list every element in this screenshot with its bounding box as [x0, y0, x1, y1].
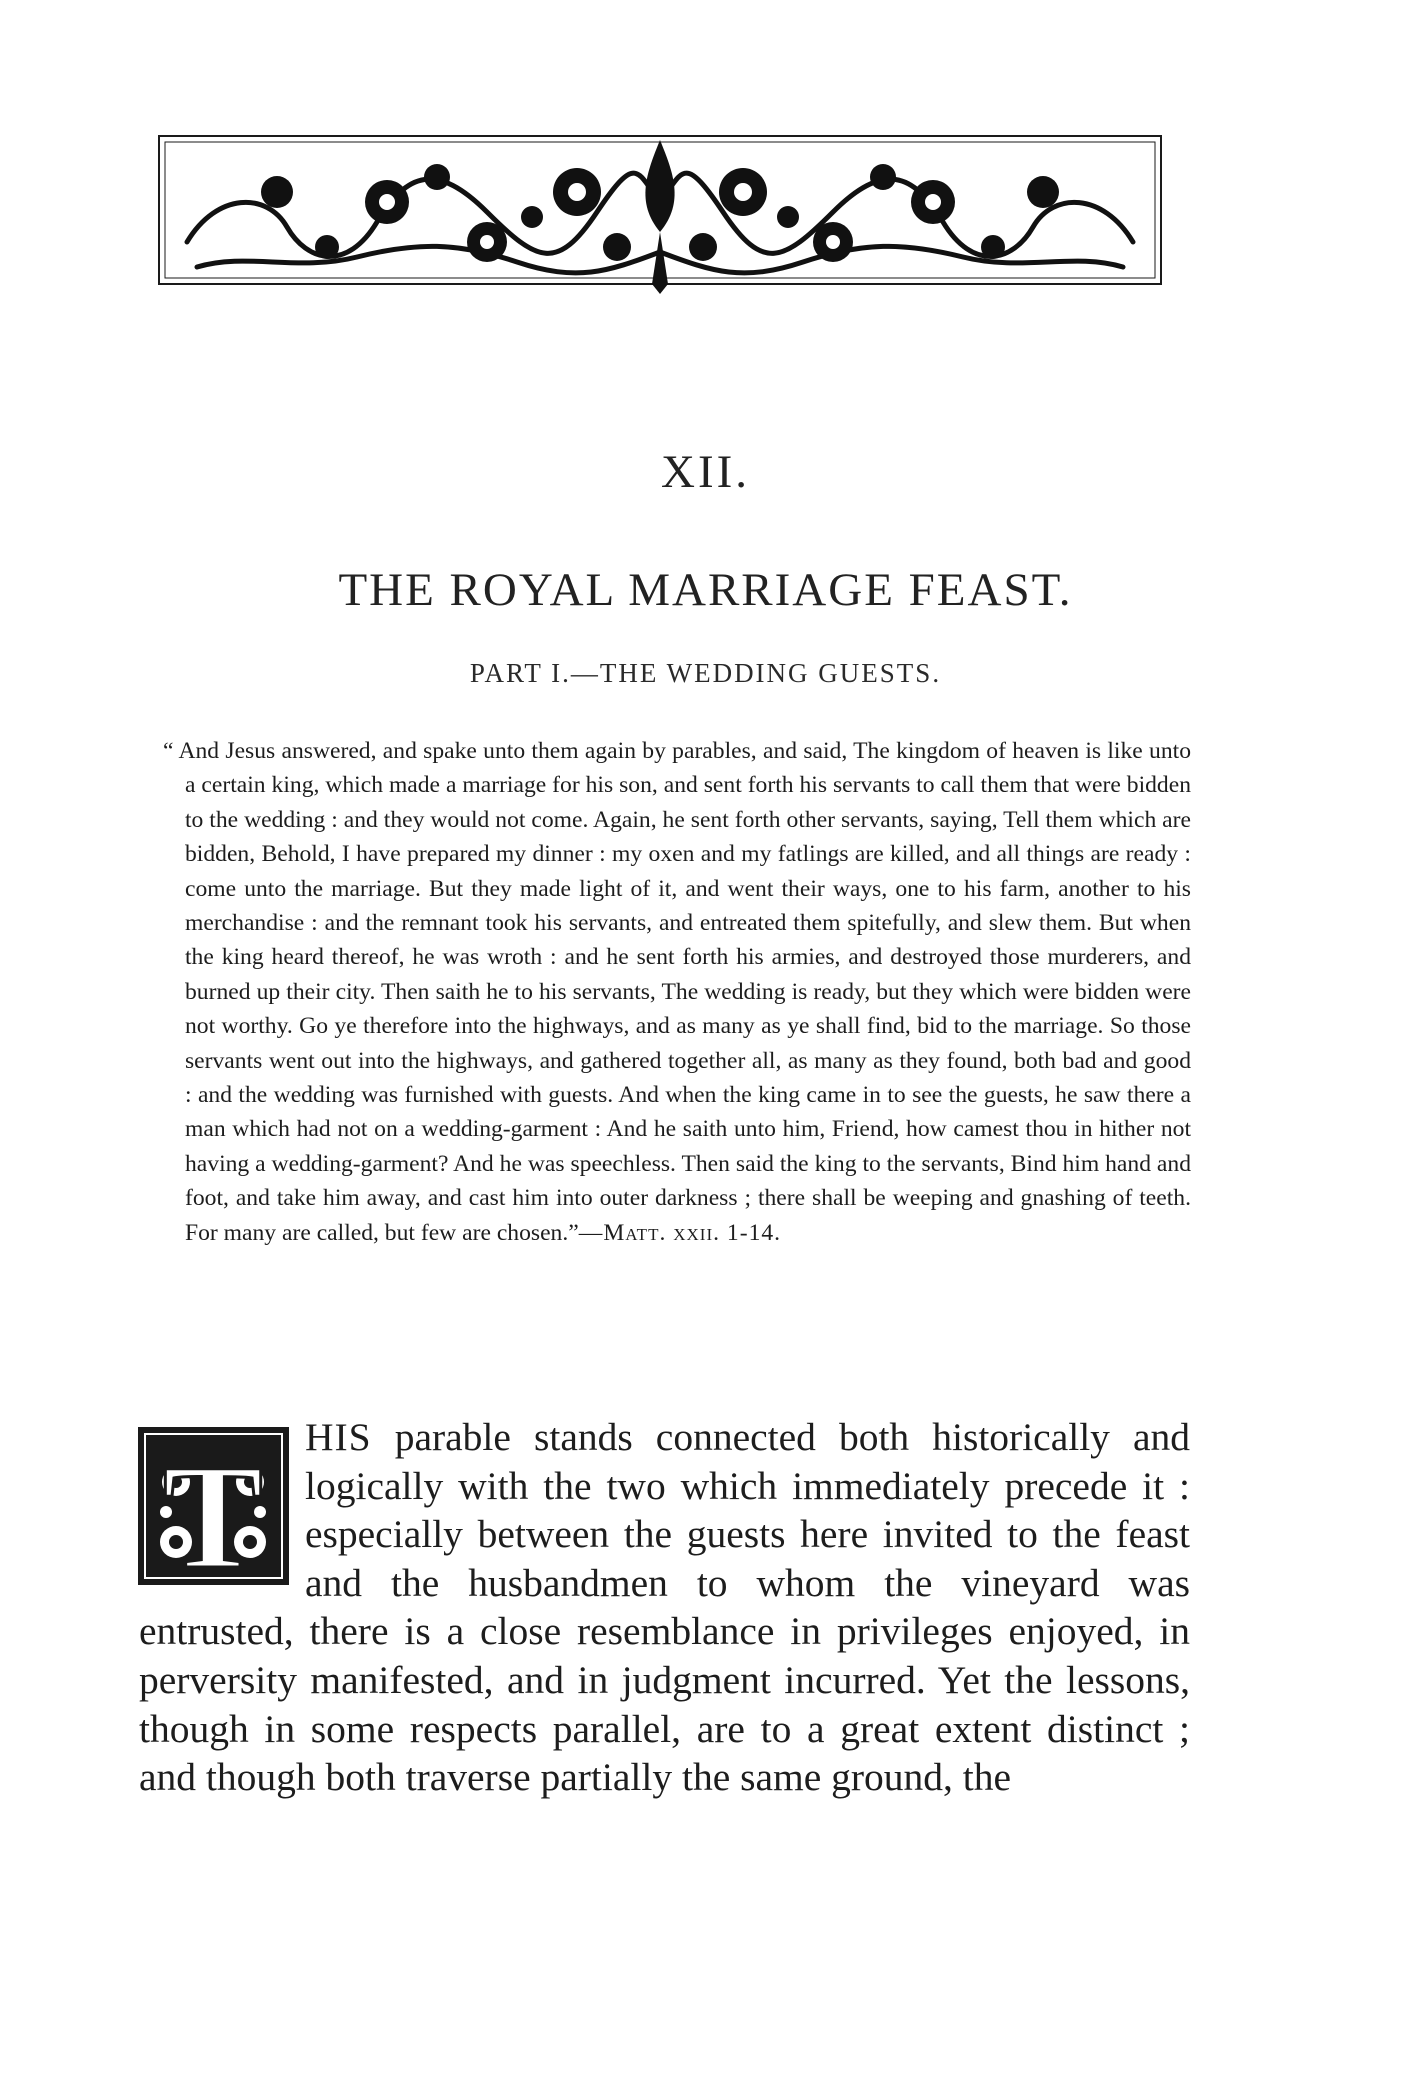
epigraph-paragraph [163, 734, 1191, 1250]
body-text: parable stands connected both historically and logically with the two which immediately precede it : especially between the guests here invited to the feast and the husbandmen to whom the vineyard was entrusted, there is a close resemblance in privileges enjoyed, in perversity manifested, and in judgment incurred. Yet the lessons, though in some respects parallel, are to a great extent distinct ; and though both traverse partially the same ground, the [139, 1415, 1191, 1800]
epigraph-text: “ And Jesus answered, and spake unto them again by parables, and said, The kingdom of heaven is like unto a certain king, which made a marriage for his son, and sent forth his servants to call them that were bidden to the wedding : and they would not come. Again, he sent forth other servants, saying, Tell them which are bidden, Behold, I have prepared my dinner : my oxen and my fatlings are killed, and all things are ready : come unto the marriage. But they made light of it, and went their ways, one to his farm, another to his merchandise : and the remnant took his servants, and entreated them spitefully, and slew them. But when the king heard thereof, he was wroth : and he sent forth his armies, and destroyed those murderers, and burned up their city. Then saith he to his servants, The wedding is ready, but they which were bidden were not worthy. Go ye therefore into the highways, and as many as ye shall find, bid to the marriage. So those servants went out into the highways, and gathered together all, as many as they found, both bad and good : and the wedding was furnished with guests. And when the king came in to see the guests, he saw there a man which had not on a wedding-garment : And he saith unto him, Friend, how camest thou in hither not having a wedding-garment? And he was speechless. Then said the king to the servants, Bind him hand and foot, and take him away, and cast him into outer darkness ; there shall be weeping and gnashing of teeth. For many are called, but few are chosen.” [163, 738, 1191, 1246]
headpiece-svg [157, 132, 1163, 294]
chapter-number: XII. [661, 446, 750, 498]
headpiece-central-finial [645, 140, 674, 294]
body-lead-word: HIS [305, 1415, 372, 1459]
epigraph-citation: —Matt. xxii. 1-14. [578, 1219, 782, 1246]
floral-headpiece-ornament [157, 132, 1163, 294]
scripture-epigraph [163, 734, 1191, 1250]
drop-cap-space [139, 1413, 305, 1605]
chapter-title: THE ROYAL MARRIAGE FEAST. [338, 564, 1073, 616]
drop-cap-letter: T [162, 1434, 264, 1585]
body-paragraph [139, 1413, 1190, 1802]
part-title: PART I.—THE WEDDING GUESTS. [469, 658, 942, 688]
